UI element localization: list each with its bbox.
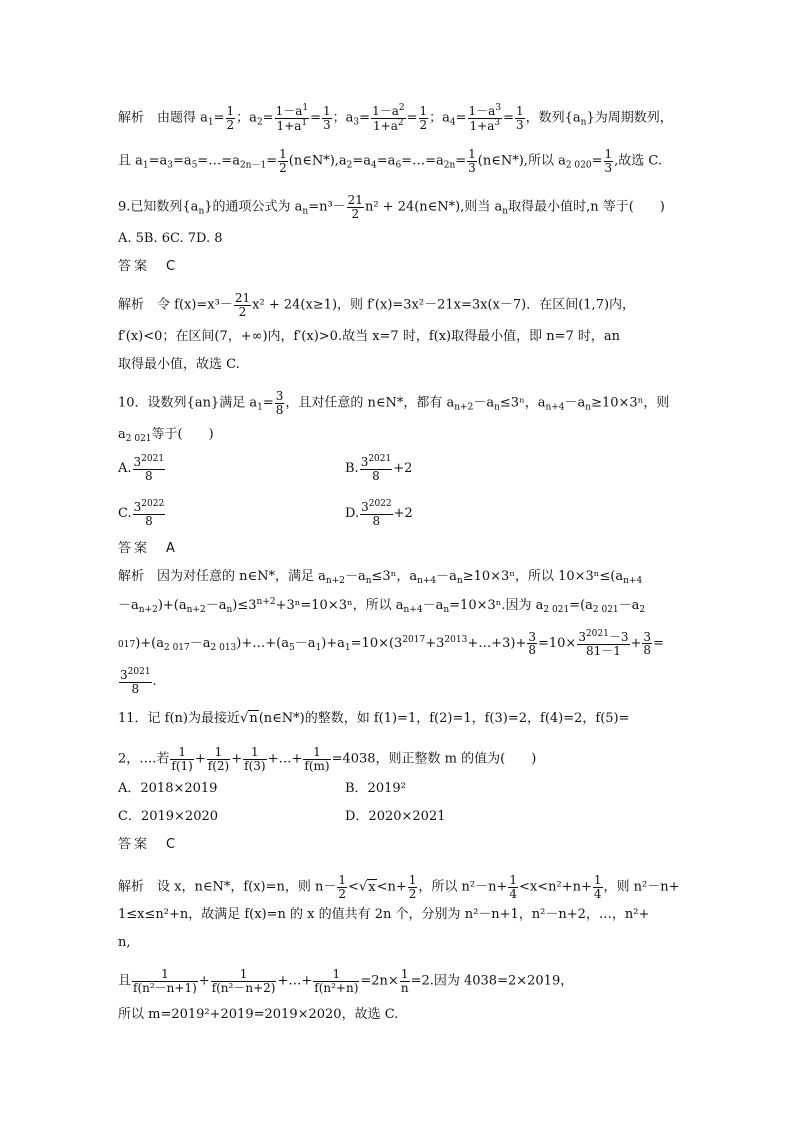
text: <x<n²+n+ [519,879,592,895]
text: 解析 令 f(x)=x³－ [118,297,233,313]
solution-8-line-2: 且 $a_1=a_3=a_5=\dots=a_{2n-1}=$ $\frac{1}{2}$ $(n\in N*),a_2=a_4=a_6=\dots=a_{2n}=$ $\frac{1}{3}$ (n∈N*),所以 $a_{2 020}=$ $\frac{1}{3}$ ,故选 C. [118,147,663,175]
solution-9-line-3: 取得最小值，故选 C. [118,357,240,372]
text: C. [118,506,132,522]
fraction: $\frac{1}{2}$ [338,873,347,901]
fraction: $\frac{1}{f(1)}$ [171,745,193,773]
fraction: $\frac{3}{8}$ [643,629,652,658]
option-10-A [118,455,166,482]
text: +…+3)+ [467,636,527,652]
fraction: $\frac{1}{\text{f(n²－n+1)}}$ [133,967,197,995]
text: 且 [118,973,132,989]
question-11-line-2: 2，….若 $\frac{1}{f(1)}$ + $\frac{1}{f(2)}$ + $\frac{1}{f(3)}$ +…+ $\frac{1}{f(m)}$ =4038，则正整数 m 的值为( ) [118,745,537,773]
text: ；a [332,110,354,126]
solution-8-line-1: 解析 由题得 $a_1=$ $\frac{1}{2}$ ；$a_2=$ $\frac{1-a^1}{1+a^1}$ = $\frac{1}{3}$ ；$a_3=$ $\frac{1-a^2}{1+a^2}$ = $\frac{1}{2}$ ；$a_4=$ $\frac{1-a^3}{1+a^3}$ = $\frac{1}{3}$ ，数列$\{a_n\}$为周期数列， [118,103,673,133]
option-10-B [345,455,412,482]
question-9: 9.已知数列$\{a_n\}$的通项公式为 $a_n=n^3-$ $\frac{21}{2}$ n² + 24(n∈N*),则当 $a_n$取得最小值时,n 等于( ) [118,193,665,221]
text: )≤3 [232,598,257,613]
text: ≤3ⁿ，a [499,395,546,411]
fraction: $\frac{3^{2022}}{8}$ [361,499,392,528]
text: (n∈N*),a [288,153,347,169]
text: 11．记 f(n)为最接近 [118,711,241,726]
fraction: $\frac{1}{2}$ [408,873,417,901]
fraction: $\frac{3^{2021}}{8}$ [120,667,151,696]
text: =2.因为 4038=2×2019， [410,973,574,989]
text: 017 [118,640,136,651]
text: 10．设数列{an}满足 a [118,395,258,411]
text: n² + 24(n∈N*),则当 a [364,199,503,215]
text: x² + 24(x≥1)，则 f′(x)=3x²－21x=3x(x－7)．在区间(1,7)内， [252,297,636,313]
fraction: $\frac{1}{\text{f(n²－n+2)}}$ [211,967,276,995]
solution-11-line-3: n, [118,935,131,950]
text: －a [118,598,139,613]
text: 且 a [118,153,143,169]
fraction: $\frac{1-a^3}{1+a^3}$ [468,103,502,133]
fraction: $\frac{1}{4}$ [509,873,518,901]
answer-9: 答案 C [118,259,179,274]
text: 解析 设 x，n∈N*，f(x)=n，则 n－ [118,879,337,895]
option-11-A: A．2018×2019 [118,781,218,796]
fraction: $\frac{3^{2021}}{8}$ [133,454,165,483]
text: (n∈N*)的整数，如 f(1)=1，f(2)=1，f(3)=2，f(4)=2，f(5)= [258,711,630,726]
text: ；a [236,110,257,126]
fraction: $\frac{1}{f(3)}$ [244,745,266,773]
solution-11-line-2: 1≤x≤n²+n，故满足 f(x)=n 的 x 的值共有 2n 个，分别为 n²－n+1，n²－n+2，…，n²+ [118,907,650,922]
fraction: $\frac{3}{8}$ [275,389,284,417]
fraction: $\frac{3^{2022}}{8}$ [133,499,165,528]
option-11-D: D．2020×2021 [345,809,446,824]
text: ≥10×3ⁿ，则 [591,395,670,411]
text: )+(a [135,636,164,652]
text: 解析 因为对任意的 n∈N*，满足 a [118,569,326,584]
fraction: $\frac{21}{2}$ [347,193,363,221]
text: +3ⁿ=10×3ⁿ，所以 a [275,598,404,613]
fraction: $\frac{21}{2}$ [234,291,251,319]
text: ≥10×3ⁿ，所以 10×3ⁿ≤(a [462,569,624,584]
text: =10×3ⁿ.因为 a [449,598,544,613]
text: )+…+(a [236,636,289,652]
fraction: $\frac{3}{8}$ [528,629,536,658]
question-10-line-2: $a_{2 021}$等于( ) [118,427,214,444]
text: )+(a [157,598,187,613]
solution-9-line-2: f′(x)<0；在区间(7，+∞)内，f′(x)>0.故当 x=7 时，f(x)取得最小值，即 n=7 时，an [118,329,621,344]
fraction: $\frac{1}{3}$ [515,104,524,132]
solution-10-line-4: $\frac{3^{2021}}{8}$ . [120,667,157,696]
text: D. [345,506,360,522]
text: B. [345,461,359,477]
solution-10-line-1: 解析 因为对任意的 n∈N*，满足 $a_{n+2}-a_n\le 3^n$，$a_{n+4}-a_n\ge 10\times 3^n$，所以 $10\times 3^n\le(a_{n+4}$ [118,569,643,586]
fraction: $\frac{1}{4}$ [593,873,602,901]
option-10-D [345,500,413,527]
solution-11-line-5: 所以 m=2019²+2019=2019×2020，故选 C. [118,1007,399,1022]
text: －a [473,395,495,411]
solution-10-line-3: $017)+(a_{2 017}-a_{2 013})+\dots+(a_5-a_1)+a_1=10\times(3^{2017}+3^{2013}+\dots+3)+$ $\frac{3}{8}$ =10× $\frac{3^{2021}-3}{81-1}$ + $\frac{3}{8}$ = [118,629,664,658]
question-10: 10．设数列{an}满足 $a_1=$ $\frac{3}{8}$ ，且对任意的 n∈N*，都有 $a_{n+2}-a_n\le 3^n$，$a_{n+4}-a_n\ge 10\times 3^n$，则 [118,389,670,417]
text: +2 [393,461,413,477]
text: 解析 由题得 a [118,110,208,126]
option-10-C [118,500,166,527]
text: }的通项公式为 a [204,199,303,215]
text: 等于( ) [151,427,214,442]
fraction: $\frac{1-a^2}{1+a^2}$ [372,103,405,133]
answer-10: 答案 A [118,541,178,556]
question-11: 11．记 f(n)为最接近√n(n∈N*)的整数，如 f(1)=1，f(2)=1，f(3)=2，f(4)=2，f(5)= [118,711,630,726]
fraction: $\frac{1}{3}$ [604,147,613,175]
text: ，则 n²－n+ [603,879,680,895]
text: ，且对任意的 n∈N*，都有 a [285,395,455,411]
question-9-options: A. 5B. 6C. 7D. 8 [118,231,223,246]
text: 2，….若 [118,751,170,767]
text: ，所以 n²－n+ [418,879,508,895]
fraction: $\frac{1}{3}$ [468,147,476,175]
text: =(a [569,598,593,613]
solution-9-line-1 [118,292,635,318]
fraction: $\frac{1-a^1}{1+a^1}$ [275,103,309,133]
text: 9.已知数列{a [118,199,199,215]
fraction: $\frac{1}{f(2)}$ [207,745,230,773]
fraction: $\frac{1}{3}$ [323,104,331,132]
text: =10×(3 [350,636,403,652]
fraction: $\frac{3^{2021}-3}{81-1}$ [578,629,629,658]
text: a [118,427,126,442]
fraction: $\frac{3^{2021}}{8}$ [360,454,392,483]
answer-11: 答案 C [118,837,179,852]
text: ，数列{a [525,110,581,126]
text: }为周期数列， [586,110,673,126]
fraction: $\frac{1}{\text{f(n²+n)}}$ [314,967,359,995]
fraction: $\frac{1}{2}$ [419,104,428,132]
option-11-B: B．2019² [345,781,406,796]
fraction: $\frac{1}{2}$ [226,104,235,132]
text: +2 [393,506,413,522]
fraction: $\frac{1}{n}$ [400,967,409,995]
text: 取得最小值时,n 等于( ) [508,199,665,215]
text: ,故选 C. [614,153,663,169]
text: ≤3ⁿ，a [371,569,418,584]
solution-11-line-1: 解析 设 x，n∈N*，f(x)=n，则 n－ $\frac{1}{2}$ <√x<n+ $\frac{1}{2}$ ，所以 n²－n+ $\frac{1}{4}$ <x<n²+n+ $\frac{1}{4}$ ，则 n²－n+ [118,873,680,901]
solution-10-line-2: $-a_{n+2})+(a_{n+2}-a_n)\le 3^{n+2}+3^n=10\times 3^n$，所以 $a_{n+4}-a_n=10\times 3^n$.因为 $a_{2 021}=(a_{2 021}-a_2$ [118,597,646,615]
text: =2n× [360,973,399,989]
text: )+a [321,636,345,652]
text: ；a [429,110,450,126]
fraction: $\frac{1}{f(m)}$ [304,745,330,773]
text: A. [118,461,132,477]
option-11-C: C．2019×2020 [118,809,219,824]
text: =10× [537,636,577,652]
fraction: $\frac{1}{2}$ [279,147,287,175]
solution-11-line-4: 且 $\frac{1}{\text{f(n²－n+1)}}$ + $\frac{1}{\text{f(n²－n+2)}}$ +…+ $\frac{1}{\text{f(n²+n)}}$ =2n× $\frac{1}{n}$ =2.因为 4038=2×2019， [118,967,574,995]
text: (n∈N*),所以 a [477,153,566,169]
text: =4038，则正整数 m 的值为( ) [331,751,537,767]
